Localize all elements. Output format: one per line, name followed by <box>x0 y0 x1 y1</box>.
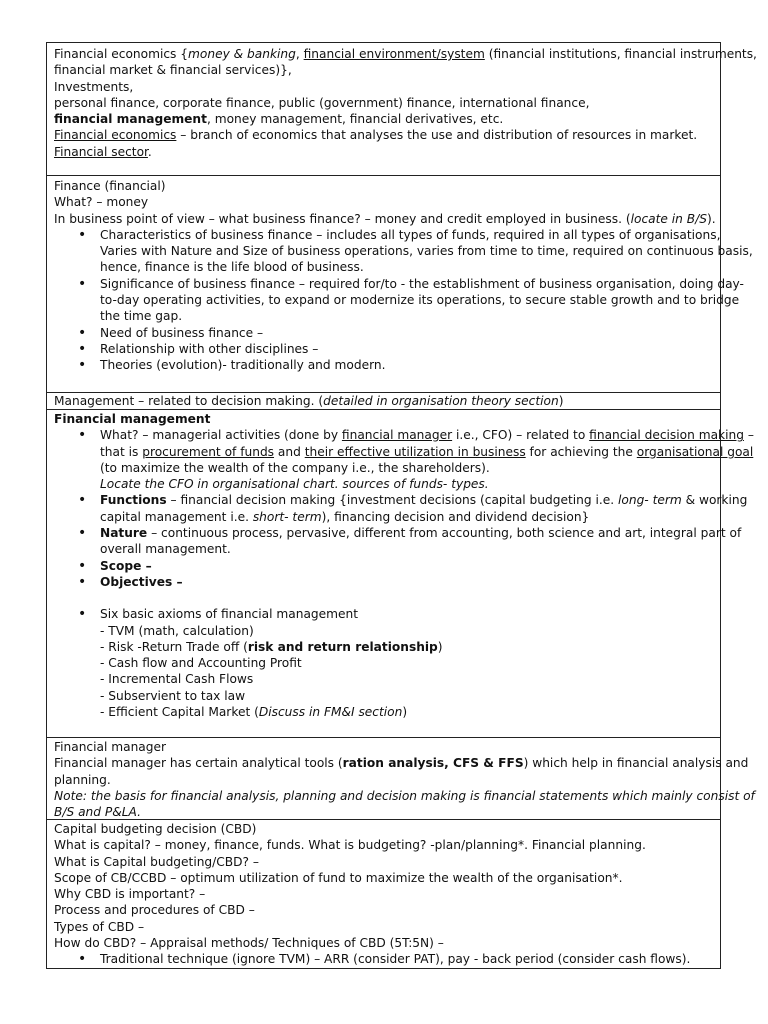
text: – <box>743 428 754 443</box>
text-line <box>100 444 754 460</box>
text: financial environment/system <box>303 47 485 61</box>
text: Functions <box>100 493 167 508</box>
text-line: • Need of business finance – <box>100 325 264 340</box>
text: – branch of economics that analyses the use and distribution of resources in market. <box>176 128 698 143</box>
text: Nature <box>100 526 148 541</box>
text-line: - Cash flow and Accounting Profit <box>100 656 302 671</box>
text-line <box>100 427 754 443</box>
text: – financial decision making {investment decisions (capital budgeting i.e. <box>166 493 618 508</box>
financial-management-cell <box>46 410 754 738</box>
text: - Risk -Return Trade off ( <box>100 639 248 654</box>
bullet-list <box>54 606 713 720</box>
finance-cell <box>46 176 753 393</box>
text-line: personal finance, corporate finance, public (government) finance, international finance, <box>54 95 590 110</box>
text: Discuss in FM&I section <box>258 705 403 720</box>
text: organisational goal <box>636 444 754 459</box>
text: ), financing decision and dividend decision} <box>321 509 590 524</box>
text-line <box>100 525 742 541</box>
text-line: hence, finance is the life blood of business. <box>100 260 364 275</box>
list-item <box>100 341 713 357</box>
text-line: • Scope – <box>100 558 152 573</box>
text: ration analysis, CFS & FFS <box>342 756 524 771</box>
list-item <box>100 357 713 373</box>
text-line: Investments, <box>54 79 134 94</box>
text: financial management <box>54 112 207 127</box>
text-line: - TVM (math, calculation) <box>100 623 254 638</box>
text-line <box>54 46 757 62</box>
text: Financial manager has certain analytical tools ( <box>54 756 343 771</box>
text-line <box>100 509 713 525</box>
text: , <box>295 47 304 61</box>
text-line: • Six basic axioms of financial management <box>100 607 359 622</box>
list-item <box>100 525 742 558</box>
capital-budgeting-cell <box>46 820 721 969</box>
text-line: planning. <box>54 772 111 787</box>
text-line: What is capital? – money, finance, funds. What is budgeting? -plan/planning*. Financial planning. <box>54 838 646 853</box>
text-line: How do CBD? – Appraisal methods/ Techniques of CBD (5T:5N) – <box>54 936 444 951</box>
text: - Efficient Capital Market ( <box>100 705 259 720</box>
text-line <box>100 639 713 655</box>
text-line: What is Capital budgeting/CBD? – <box>54 854 259 869</box>
text-line: • Traditional technique (ignore TVM) – ARR (consider PAT), pay - back period (consider cash flows). <box>100 952 691 967</box>
text-line: overall management. <box>100 542 231 557</box>
text: and <box>274 444 305 459</box>
list-item <box>100 574 713 590</box>
text: – continuous process, pervasive, different from accounting, both science and art, integral part of <box>147 526 742 541</box>
text-line: Process and procedures of CBD – <box>54 903 255 918</box>
text-line: Scope of CB/CCBD – optimum utilization of fund to maximize the wealth of the organisation*. <box>54 870 623 885</box>
text: , money management, financial derivatives, etc. <box>206 112 504 127</box>
text: Financial economics { <box>54 47 189 61</box>
text: locate in B/S <box>630 211 707 226</box>
bullet-list <box>54 427 754 590</box>
text-line <box>100 492 748 508</box>
text-line: Varies with Nature and Size of business operations, varies from time to time, required on continuous basis, <box>100 244 753 259</box>
text-line: the time gap. <box>100 309 183 324</box>
text: money & banking <box>188 47 296 61</box>
bullet-list <box>54 951 713 967</box>
list-item <box>100 492 748 525</box>
text: ) <box>558 394 564 408</box>
text-line <box>100 704 713 720</box>
text-line: Capital budgeting decision (CBD) <box>54 822 257 836</box>
list-item <box>100 325 713 341</box>
text: ) <box>402 705 408 720</box>
text: procurement of funds <box>142 444 275 459</box>
text: What? – managerial activities (done by <box>100 428 342 443</box>
management-cell <box>46 393 721 410</box>
notes-table <box>46 42 757 969</box>
text-line <box>54 755 749 771</box>
text: capital management i.e. <box>100 509 253 524</box>
text-line: • Characteristics of business finance – includes all types of funds, required in all types of organisations, <box>100 227 721 242</box>
list-item <box>100 606 713 720</box>
section-title: Financial management <box>54 412 211 426</box>
text-line: B/S and P&LA. <box>54 805 141 820</box>
text-line: • Theories (evolution)- traditionally and modern. <box>100 358 386 373</box>
text-line <box>54 393 713 409</box>
text: (financial institutions, financial instruments, <box>484 47 757 61</box>
text-line: Locate the CFO in organisational chart. sources of funds- types. <box>100 477 489 492</box>
text-line: Types of CBD – <box>54 919 145 934</box>
spacer <box>54 590 713 606</box>
text: detailed in organisation theory section <box>323 394 559 408</box>
text: ) <box>437 639 443 654</box>
text-line: Financial manager <box>54 740 167 754</box>
text: Financial economics <box>54 128 177 143</box>
financial-manager-cell <box>46 738 755 820</box>
text-line: financial market & financial services)}, <box>54 63 292 78</box>
list-item <box>100 227 753 276</box>
text: i.e., CFO) – related to <box>452 428 590 443</box>
text: long- term <box>618 493 682 508</box>
text-line: Finance (financial) <box>54 179 166 193</box>
text-line: - Subservient to tax law <box>100 688 246 703</box>
list-item <box>100 951 713 967</box>
text: Management – related to decision making. ( <box>54 394 324 408</box>
text: that is <box>100 444 143 459</box>
bullet-list <box>54 227 753 374</box>
text-line: Note: the basis for financial analysis, planning and decision making is financial statements which mainly consist of <box>54 788 755 803</box>
text-line: What? – money <box>54 195 149 210</box>
text-line: • Significance of business finance – required for/to - the establishment of business organisation, doing day- <box>100 276 744 291</box>
text-line <box>54 211 716 227</box>
text: Financial sector <box>54 144 148 159</box>
text-line <box>54 127 713 143</box>
financial-economics-cell <box>46 42 757 176</box>
text-line: to-day operating activities, to expand or modernize its operations, to secure stable growth and to bridge <box>100 293 740 308</box>
text: & working <box>681 493 748 508</box>
text-line <box>54 144 713 160</box>
text: ) which help in financial analysis and <box>523 756 749 771</box>
text: financial manager <box>341 428 453 443</box>
text: their effective utilization in business <box>304 444 526 459</box>
text-line: • Relationship with other disciplines – <box>100 341 319 356</box>
list-item <box>100 276 744 325</box>
text: financial decision making <box>589 428 744 443</box>
list-item <box>100 427 754 492</box>
text-line: • Objectives – <box>100 574 183 589</box>
text: short- term <box>252 509 322 524</box>
text: for achieving the <box>525 444 637 459</box>
text-line: Why CBD is important? – <box>54 887 206 902</box>
list-item <box>100 558 713 574</box>
text-line <box>54 111 713 127</box>
text: . <box>147 144 152 159</box>
text-line: (to maximize the wealth of the company i.e., the shareholders). <box>100 460 490 475</box>
text: ). <box>706 211 716 226</box>
text-line: - Incremental Cash Flows <box>100 672 254 687</box>
text: In business point of view – what business finance? – money and credit employed in business. ( <box>54 211 631 226</box>
text: risk and return relationship <box>247 639 438 654</box>
